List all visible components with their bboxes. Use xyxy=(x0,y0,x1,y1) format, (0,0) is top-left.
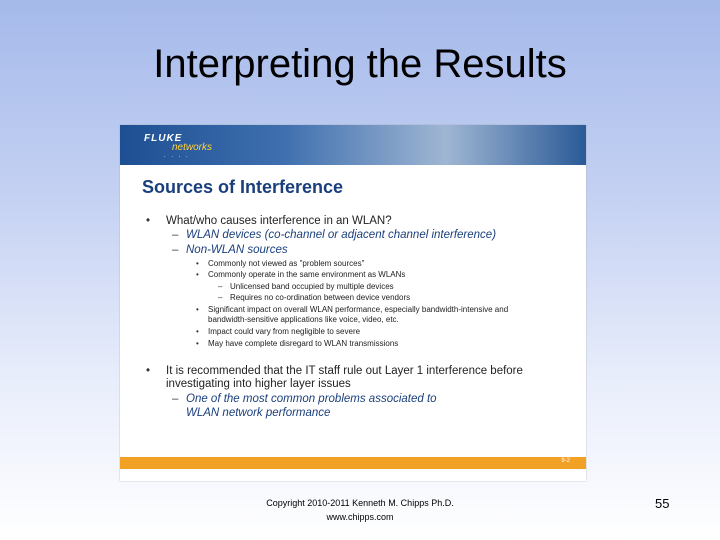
embedded-title: Sources of Interference xyxy=(142,177,344,197)
bullet-1b1: Commonly not viewed as "problem sources" xyxy=(208,259,365,268)
embedded-page-marker: 9-2 xyxy=(561,458,570,464)
embedded-footer-bar xyxy=(120,457,586,469)
bullet-dot-icon: • xyxy=(196,270,199,279)
bullet-1b2a: Unlicensed band occupied by multiple devices xyxy=(230,282,394,291)
bullet-2: It is recommended that the IT staff rule out Layer 1 interference before xyxy=(166,365,523,377)
bullet-2-cont: investigating into higher layer issues xyxy=(166,378,351,390)
bullet-1b3: Significant impact on overall WLAN performance, especially bandwidth-intensive and xyxy=(208,305,509,314)
bullet-dot-icon: • xyxy=(196,305,199,314)
bullet-1b5: May have complete disregard to WLAN transmissions xyxy=(208,339,399,348)
dash-icon: – xyxy=(172,229,179,241)
embedded-header-bar xyxy=(120,125,586,165)
copyright-notice xyxy=(200,496,520,524)
fluke-logo-text: FLUKE xyxy=(144,133,183,144)
bullet-dot-icon: • xyxy=(146,215,151,227)
bullet-1b: Non-WLAN sources xyxy=(186,244,288,256)
dash-icon: – xyxy=(218,282,223,291)
bullet-1: What/who causes interference in an WLAN? xyxy=(166,215,392,227)
slide-number: 55 xyxy=(655,496,670,511)
embedded-slide-image xyxy=(120,125,586,481)
bullet-1b3-cont: bandwidth-sensitive applications like voice, video, etc. xyxy=(208,315,399,324)
bullet-2a: One of the most common problems associated to xyxy=(186,393,437,405)
dash-icon: – xyxy=(218,293,223,302)
bullet-dot-icon: • xyxy=(196,327,199,336)
bullet-2a-cont: WLAN network performance xyxy=(186,407,331,419)
bullet-dot-icon: • xyxy=(196,339,199,348)
slide-title: Interpreting the Results xyxy=(153,42,567,86)
copyright-line: Copyright 2010-2011 Kenneth M. Chipps Ph.D. xyxy=(266,498,454,508)
logo-dots: . . . . xyxy=(164,153,190,159)
networks-logo-text: networks xyxy=(172,142,213,153)
bullet-dot-icon: • xyxy=(146,365,151,377)
dash-icon: – xyxy=(172,393,179,405)
bullet-1b4: Impact could vary from negligible to severe xyxy=(208,327,361,336)
bullet-1a: WLAN devices (co-channel or adjacent channel interference) xyxy=(186,229,497,241)
bullet-dot-icon: • xyxy=(196,259,199,268)
dash-icon: – xyxy=(172,244,179,256)
bullet-1b2b: Requires no co-ordination between device vendors xyxy=(230,293,411,302)
bullet-1b2: Commonly operate in the same environment as WLANs xyxy=(208,270,406,279)
website-line: www.chipps.com xyxy=(326,512,394,522)
